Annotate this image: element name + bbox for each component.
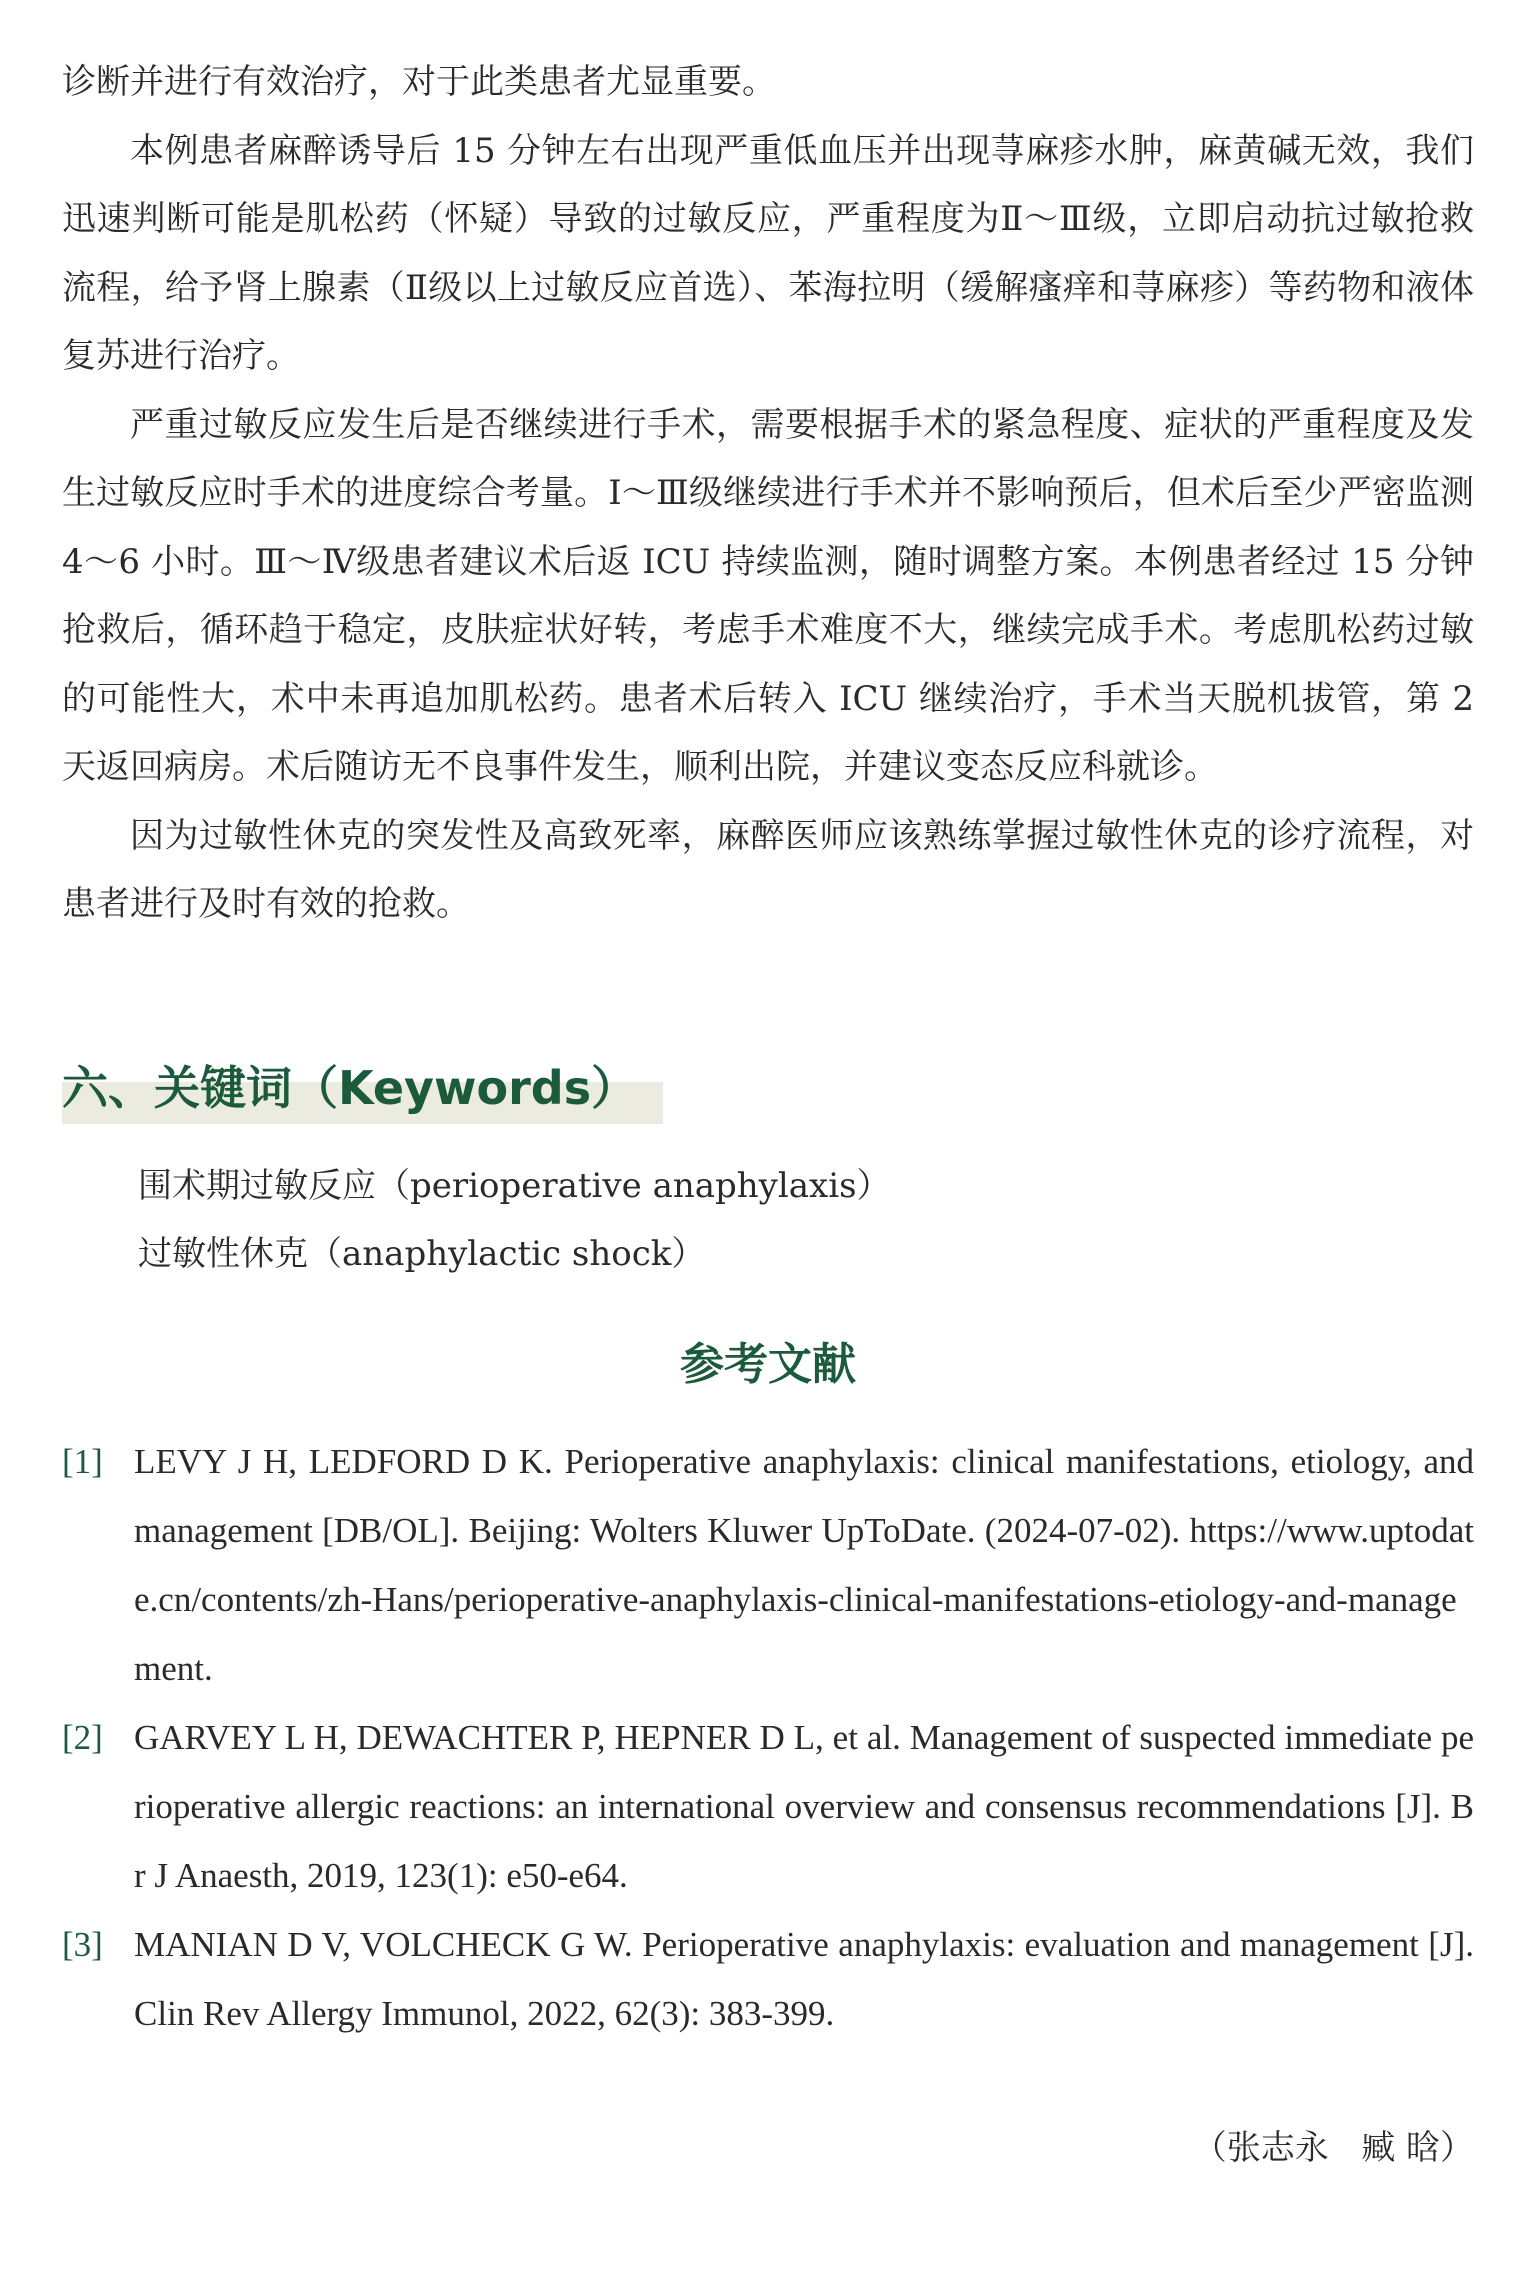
paragraph-continuation: 诊断并进行有效治疗，对于此类患者尤显重要。 (62, 62, 776, 102)
body-text (62, 48, 1474, 939)
reference-text: LEVY J H, LEDFORD D K. Perioperative anaphylaxis: clinical manifestations, etiology, and management [DB/OL]. Beijing: Wolters Kluwer UpToDate. (2024-07-02). https://www.uptodate.cn/contents/zh-Hans/perioperative-anaphylaxis-clinical-manifestations-etiology-and-management. (134, 1442, 1474, 1688)
references-heading: 参考文献 (680, 1339, 856, 1390)
keywords-list (138, 1152, 891, 1288)
author-attribution: （张志永 臧 晗） (1192, 2128, 1474, 2168)
paragraph-conclusion: 因为过敏性休克的突发性及高致死率，麻醉医师应该熟练掌握过敏性休克的诊疗流程，对患者进行及时有效的抢救。 (62, 815, 1474, 924)
references-list (62, 1427, 1474, 2048)
reference-text: MANIAN D V, VOLCHECK G W. Perioperative anaphylaxis: evaluation and management [J]. Clin Rev Allergy Immunol, 2022, 62(3): 383-399. (134, 1925, 1474, 2033)
keywords-section-heading: 六、关键词（Keywords） (62, 1052, 663, 1124)
reference-text: GARVEY L H, DEWACHTER P, HEPNER D L, et al. Management of suspected immediate perioperative allergic reactions: an international overview and consensus recommendations [J]. Br J Anaesth, 2019, 123(1): e50-e64. (134, 1718, 1474, 1895)
reference-item (62, 1427, 1474, 1703)
reference-number: [1] (62, 1442, 103, 1481)
reference-number: [3] (62, 1925, 103, 1964)
paragraph-surgery-decision: 严重过敏反应发生后是否继续进行手术，需要根据手术的紧急程度、症状的严重程度及发生过敏反应时手术的进度综合考量。Ⅰ～Ⅲ级继续进行手术并不影响预后，但术后至少严密监测 4～6 小时。Ⅲ～Ⅳ级患者建议术后返 ICU 持续监测，随时调整方案。本例患者经过 15 分钟抢救后，循环趋于稳定，皮肤症状好转，考虑手术难度不大，继续完成手术。考虑肌松药过敏的可能性大，术中未再追加肌松药。患者术后转入 ICU 继续治疗，手术当天脱机拔管，第 2 天返回病房。术后随访无不良事件发生，顺利出院，并建议变态反应科就诊。 (62, 404, 1474, 787)
paragraph-case-treatment: 本例患者麻醉诱导后 15 分钟左右出现严重低血压并出现荨麻疹水肿，麻黄碱无效，我们迅速判断可能是肌松药（怀疑）导致的过敏反应，严重程度为Ⅱ～Ⅲ级，立即启动抗过敏抢救流程，给予肾上腺素（Ⅱ级以上过敏反应首选）、苯海拉明（缓解瘙痒和荨麻疹）等药物和液体复苏进行治疗。 (62, 130, 1474, 376)
reference-number: [2] (62, 1718, 103, 1757)
keyword-item: 围术期过敏反应（perioperative anaphylaxis） (138, 1166, 891, 1206)
reference-item (62, 1703, 1474, 1910)
reference-item (62, 1910, 1474, 2048)
keyword-item: 过敏性休克（anaphylactic shock） (138, 1234, 706, 1274)
